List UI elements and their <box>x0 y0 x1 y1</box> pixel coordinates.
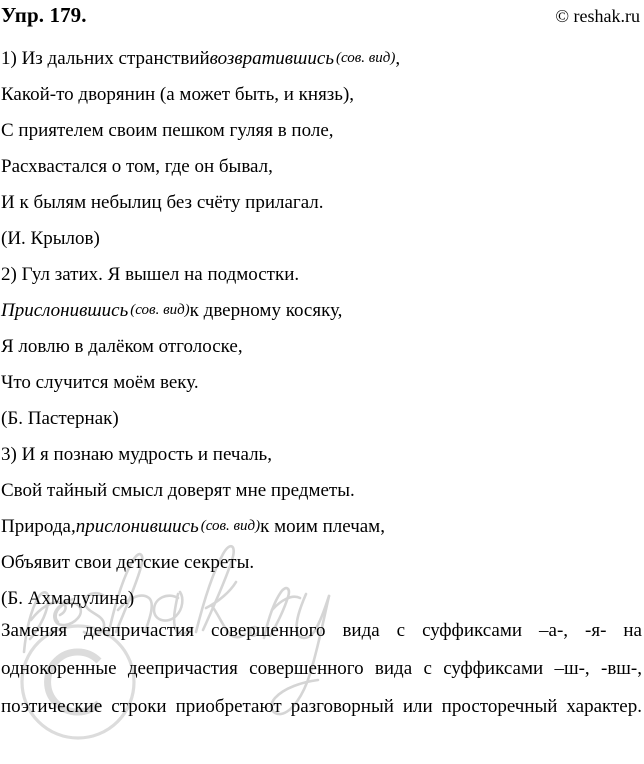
verse-text: 2) Гул затих. Я вышел на подмостки. <box>1 264 300 285</box>
verse-text: (И. Крылов) <box>1 228 100 249</box>
verse-line <box>1 215 642 251</box>
verse-line <box>1 503 642 539</box>
verse-line <box>1 251 642 287</box>
verse-line <box>1 179 642 215</box>
verse-text: Объявит свои детские секреты. <box>1 552 255 573</box>
verse-line <box>1 539 642 575</box>
verse-line <box>1 395 642 431</box>
verse-text: , <box>395 48 401 69</box>
gerund-italic: возвратившись <box>209 48 334 69</box>
gerund-italic: прислонившись <box>75 516 199 537</box>
copyright-notice: © reshak.ru <box>555 6 640 26</box>
verse-line <box>1 575 642 611</box>
verse-text: Свой тайный смысл доверят мне предметы. <box>1 480 355 501</box>
verse-line <box>1 35 642 71</box>
aspect-annotation: (сов. вид) <box>335 50 396 66</box>
verse-text: И к былям небылиц без счёту прилагал. <box>1 192 324 213</box>
verse-text: (Б. Пастернак) <box>1 408 119 429</box>
verse-text: к моим плечам, <box>260 516 385 537</box>
verse-text: 3) И я познаю мудрость и печаль, <box>1 444 272 465</box>
verse-line <box>1 107 642 143</box>
gerund-italic: Прислонившись <box>1 300 129 321</box>
aspect-annotation: (сов. вид) <box>130 302 190 318</box>
verse-block <box>1 35 642 611</box>
verse-text: Я ловлю в далёком отголоске, <box>1 336 243 357</box>
verse-line <box>1 467 642 503</box>
document-page <box>0 2 644 752</box>
verse-text: С приятелем своим пешком гуляя в поле, <box>1 120 334 141</box>
verse-line <box>1 143 642 179</box>
closing-paragraph: Заменяя деепричастия совершенного вида с суффиксами –а-, -я- на однокоренные деепричастия совершенного вида с суффиксами –ш-, -вш-, поэтические строки приобретают разговорный или просторечный характер. <box>1 620 642 717</box>
verse-line <box>1 71 642 107</box>
verse-line <box>1 323 642 359</box>
verse-text: к дверному косяку, <box>189 300 343 321</box>
verse-text: Расхвастался о том, где он бывал, <box>1 156 273 177</box>
verse-line <box>1 431 642 467</box>
verse-text: Какой-то дворянин (а может быть, и князь), <box>1 84 355 105</box>
verse-line <box>1 287 642 323</box>
verse-text: Что случится моём веку. <box>1 372 199 393</box>
verse-text: Природа, <box>1 516 76 537</box>
verse-text: (Б. Ахмадулина) <box>1 588 135 609</box>
verse-text: 1) Из дальних странствий <box>1 48 210 69</box>
aspect-annotation: (сов. вид) <box>200 518 261 534</box>
verse-line <box>1 359 642 395</box>
page-title: Упр. 179. <box>1 3 87 27</box>
